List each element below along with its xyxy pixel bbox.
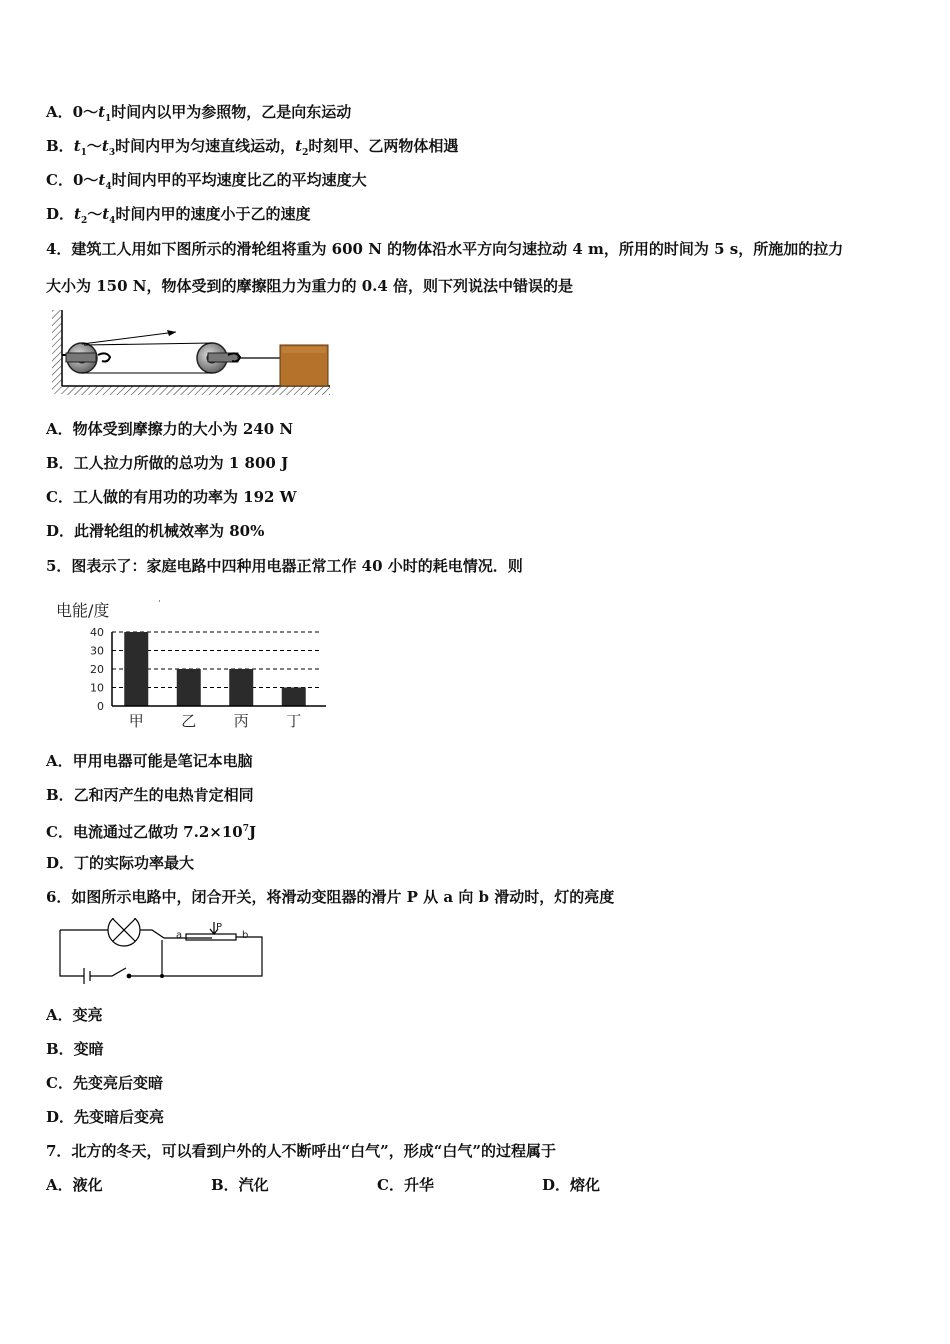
- chart-category-label: 甲: [128, 712, 144, 730]
- q6-option-d: D．先变暗后变亮: [46, 1108, 165, 1126]
- wall-hatch: [52, 310, 62, 394]
- q5-stem: 5．图表示了：家庭电路中四种用电器正常工作 40 小时的耗电情况．则: [46, 557, 523, 575]
- q4-stem-line2: 大小为 150 N，物体受到的摩擦阻力为重力的 0.4 倍，则下列说法中错误的是: [46, 277, 574, 295]
- q7-options: [46, 1175, 666, 1195]
- q4-option-a: A．物体受到摩擦力的大小为 240 N: [46, 420, 294, 438]
- chart-bar: [229, 669, 253, 706]
- chart-bar: [282, 688, 306, 707]
- q3-option-c: C．$0\sim t_4$时间内甲的平均速度比乙的平均速度大: [46, 171, 367, 192]
- pulley-figure: [48, 308, 338, 404]
- svg-text:·: ·: [158, 597, 161, 607]
- q7-option-a: A．液化: [46, 1176, 103, 1194]
- q7-option-c: C．升华: [377, 1176, 434, 1194]
- switch: [90, 968, 126, 976]
- q5-option-a: A．甲用电器可能是笔记本电脑: [46, 752, 253, 770]
- q5-option-c: C．电流通过乙做功 $7.2\times 10^7J$: [46, 823, 257, 841]
- chart-ytick-label: 30: [90, 644, 104, 658]
- label-a: a: [176, 930, 183, 941]
- q4-option-b: B．工人拉力所做的总功为 1 800 J: [46, 454, 289, 472]
- chart-ytick-label: 0: [97, 700, 104, 713]
- chart-ytick-label: 10: [90, 681, 104, 695]
- chart-bar: [124, 632, 148, 706]
- q6-option-a: A．变亮: [46, 1006, 103, 1024]
- q7-option-b: B．汽化: [211, 1176, 269, 1194]
- q5-option-b: B．乙和丙产生的电热肯定相同: [46, 786, 254, 804]
- lamp: [108, 918, 140, 946]
- floor-hatch: [62, 386, 330, 395]
- chart-category-label: 丙: [233, 712, 249, 730]
- q4-option-d: D．此滑轮组的机械效率为 80%: [46, 522, 265, 540]
- circuit-figure: [52, 918, 272, 990]
- battery: [84, 968, 90, 984]
- chart-bar: [177, 669, 201, 706]
- rheostat: [186, 934, 236, 940]
- q7-option-d: D．熔化: [542, 1176, 601, 1194]
- chart-category-label: 丁: [286, 712, 302, 730]
- chart-ylabel: 电能/度: [56, 601, 110, 620]
- q4-option-c: C．工人做的有用功的功率为 192 W: [46, 488, 297, 506]
- q6-option-c: C．先变亮后变暗: [46, 1074, 163, 1092]
- q6-stem: 6．如图所示电路中，闭合开关，将滑动变阻器的滑片 P 从 a 向 b 滑动时，灯的亮度: [46, 888, 615, 906]
- chart-ytick-label: 40: [90, 626, 104, 639]
- q5-option-d: D．丁的实际功率最大: [46, 854, 195, 872]
- q3-option-b: B．$t_1\sim t_3$时间内甲为匀速直线运动，$t_2$时刻甲、乙两物体相遇: [46, 137, 459, 158]
- q4-stem-line1: 4．建筑工人用如下图所示的滑轮组将重为 600 N 的物体沿水平方向匀速拉动 4 m，所用的时间为 5 s，所施加的拉力: [46, 240, 844, 258]
- energy-bar-chart: [50, 592, 340, 732]
- label-p: P: [216, 922, 223, 933]
- label-b: b: [242, 930, 249, 941]
- pull-rope: [82, 332, 176, 344]
- q3-option-a: A．$0\sim t_1$时间内以甲为参照物，乙是向东运动: [46, 103, 352, 124]
- pull-arrow: [167, 330, 176, 336]
- chart-category-label: 乙: [181, 712, 197, 730]
- chart-ytick-label: 20: [90, 663, 104, 676]
- q3-option-d: D．$t_2\sim t_4$时间内甲的速度小于乙的速度: [46, 205, 311, 226]
- q6-option-b: B．变暗: [46, 1040, 104, 1058]
- q7-stem: 7．北方的冬天，可以看到户外的人不断呼出“白气”，形成“白气”的过程属于: [46, 1142, 556, 1160]
